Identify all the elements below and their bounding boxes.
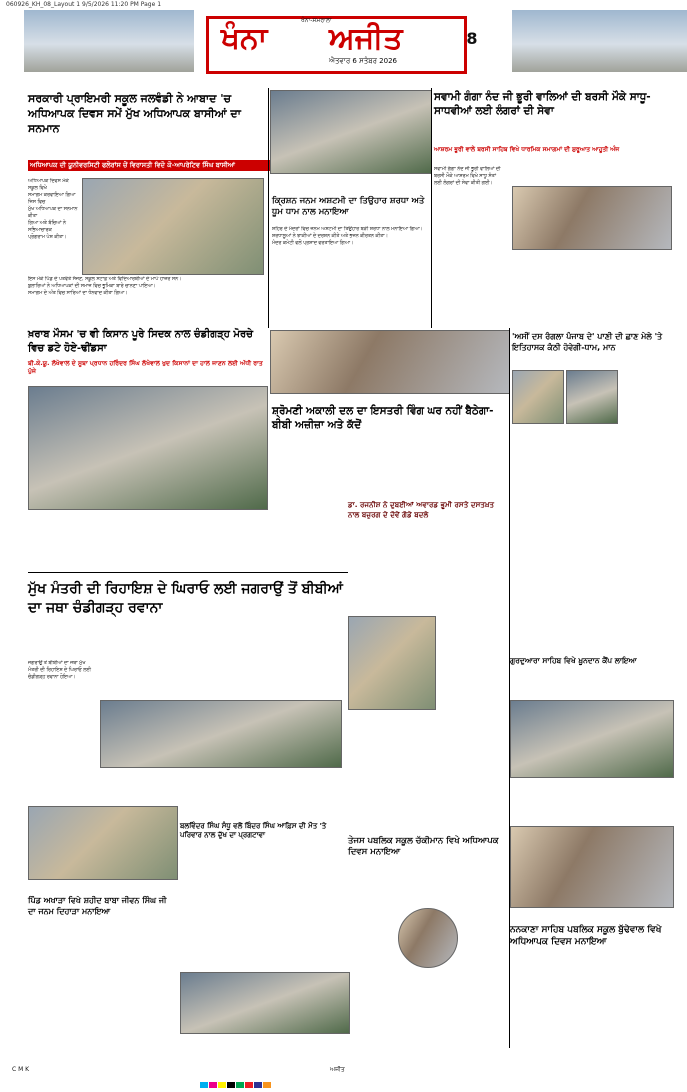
photo-condolence-group bbox=[180, 972, 350, 1034]
article-body-bottom: ਇਸ ਮੌਕੇ ਪਿੰਡ ਦੇ ਪਤਵੰਤੇ ਸੱਜਣ, ਸਕੂਲ ਸਟਾਫ਼ ਅਤੇ ਵਿਦਿਆਰਥੀਆਂ ਦੇ ਮਾਪੇ ਹਾਜ਼ਰ ਸਨ। ਬੁਲਾਰਿਆਂ ਨੇ ਅਧਿਆਪਕਾਂ ਦੀ ਸਮਾਜ ਵਿਚ ਭੂਮਿਕਾ ਬਾਰੇ ਚਾਨਣਾ ਪਾਇਆ। ਸਮਾਗਮ ਦੇ ਅੰਤ ਵਿਚ ਸਾਰਿਆਂ ਦਾ ਧੰਨਵਾਦ ਕੀਤਾ ਗਿਆ। bbox=[28, 277, 182, 296]
photo-portrait-2 bbox=[566, 370, 618, 424]
file-info-line: 060926_KH_08_Layout 1 9/5/2026 11:20 PM Page 1 bbox=[6, 1, 162, 8]
logo-title: ਅਜੀਤ bbox=[329, 21, 403, 56]
headline-janmashtami: ਕ੍ਰਿਸ਼ਨ ਜਨਮ ਅਸ਼ਟਮੀ ਦਾ ਤਿਉਹਾਰ ਸ਼ਰਧਾ ਅਤੇ ਧੂਮ ਧਾਮ ਨਾਲ ਮਨਾਇਆ bbox=[272, 196, 425, 218]
headline-farmers-morcha: ਖ਼ਰਾਬ ਮੌਸਮ 'ਚ ਵੀ ਕਿਸਾਨ ਪੂਰੇ ਸਿਦਕ ਨਾਲ ਚੰਡੀਗੜ੍ਹ ਮੋਰਚੇ ਵਿਚ ਡਟੇ ਹੋਏ-ਢੀਂਡਸਾ bbox=[28, 329, 253, 354]
registration-color-bar bbox=[200, 1073, 272, 1081]
color-swatch bbox=[245, 1082, 253, 1088]
color-swatch bbox=[218, 1082, 226, 1088]
subhead-swami-barsi: ਆਸ਼ਰਮ ਭੂਰੀ ਵਾਲੇ ਬਰਸੀ ਸਾਹਿਬ ਵਿਖੇ ਧਾਰਮਿਕ ਸਮਾਗਮਾਂ ਦੀ ਸ਼ੁਰੂਆਤ ਆਹੂਤੀ ਅੰਜ bbox=[434, 146, 620, 153]
masthead-photo-right bbox=[512, 10, 687, 72]
color-swatch bbox=[200, 1082, 208, 1088]
article-body-barsi: ਸਵਾਮੀ ਗੰਗਾ ਨੰਦ ਜੀ ਭੂਰੀ ਵਾਲਿਆਂ ਦੀ ਬਰਸੀ ਮੌਕੇ ਆਸ਼ਰਮ ਵਿਖੇ ਸਾਧੂ ਸੰਤਾਂ ਲਈ ਲੰਗਰਾਂ ਦੀ ਸੇਵਾ ਕੀਤੀ ਗਈ। bbox=[434, 167, 501, 186]
column-rule bbox=[431, 88, 432, 328]
photo-nankana-school bbox=[510, 826, 674, 908]
column-rule bbox=[268, 88, 269, 328]
column-rule bbox=[509, 328, 510, 1048]
article-body-janmashtami: ਸ਼ਹਿਰ ਦੇ ਮੰਦਰਾਂ ਵਿਚ ਜਨਮ ਅਸ਼ਟਮੀ ਦਾ ਤਿਉਹਾਰ ਬੜੀ ਸ਼ਰਧਾ ਨਾਲ ਮਨਾਇਆ ਗਿਆ। ਸ਼ਰਧਾਲੂਆਂ ਨੇ ਝਾਕੀਆਂ ਦੇ ਦਰਸ਼ਨ ਕੀਤੇ ਅਤੇ ਭਜਨ ਕੀਰਤਨ ਕੀਤਾ। ਮੰਦਰ ਕਮੇਟੀ ਵਲੋਂ ਪ੍ਰਸ਼ਾਦ ਵਰਤਾਇਆ ਗਿਆ। bbox=[272, 227, 423, 246]
headline-knee-replacement: ਡਾ. ਰਜਨੀਸ਼ ਨੇ ਦੁਬਈਆਂ ਅਵਾਰਡ ਭੂਮੀ ਰਸਤੇ ਦਸਤਖ਼ਤ ਨਾਲ ਬਜ਼ੁਰਗ ਦੇ ਦੋਵੇਂ ਗੋਡੇ ਬਦਲੇ bbox=[348, 500, 495, 519]
masthead bbox=[0, 10, 687, 72]
photo-teachers-honour bbox=[82, 178, 264, 275]
headline-akali-women-wing: ਸ਼੍ਰੋਮਣੀ ਅਕਾਲੀ ਦਲ ਦਾ ਇਸਤਰੀ ਵਿੰਗ ਘਰ ਨਹੀਂ ਬੈਠੇਗਾ-ਬੀਬੀ ਅਜ਼ੀਜ਼ਾ ਅਤੇ ਕੱਦੋਂ bbox=[272, 405, 494, 432]
headline-blood-donation: ਗੁਰਦੁਆਰਾ ਸਾਹਿਬ ਵਿਖੇ ਖ਼ੂਨਦਾਨ ਕੈਂਪ ਲਾਇਆ bbox=[510, 656, 637, 665]
color-swatch bbox=[254, 1082, 262, 1088]
footer-center-mark: ਅਜੀਤ bbox=[330, 1066, 345, 1073]
headline-rangla-punjab: 'ਅਸੀਂ ਦਸ ਰੰਗਲਾ ਪੰਜਾਬ ਦੇ' ਪਾਣੀ ਦੀ ਛਾਣ ਮੇਲੇ 'ਤੇ ਇਤਿਹਾਸਕ ਕੰਠੀ ਹੋਵੇਗੀ-ਧਾਮ, ਮਾਨ bbox=[512, 332, 663, 352]
photo-teacher-portrait bbox=[398, 908, 458, 968]
subhead-farmers-morcha: ਬੀ.ਕੇ.ਯੂ. ਲੱਖੋਵਾਲ ਦੇ ਸੂਬਾ ਪ੍ਰਧਾਨ ਹਰਿੰਦਰ ਸਿੰਘ ਲੱਖੋਵਾਲ ਖੁਦ ਕਿਸਾਨਾਂ ਦਾ ਹਾਲ ਜਾਣਨ ਲਈ ਅੱਧੀ ਰਾਤ ਪੁੱਜੇ bbox=[28, 360, 263, 375]
newspaper-logo bbox=[206, 16, 467, 74]
headline-nankana-school: ਨਨਕਾਣਾ ਸਾਹਿਬ ਪਬਲਿਕ ਸਕੂਲ ਬੁੱਢੇਵਾਲ ਵਿਖੇ ਅਧਿਆਪਕ ਦਿਵਸ ਮਨਾਇਆ bbox=[510, 925, 662, 948]
photo-farmers-morcha bbox=[28, 386, 268, 510]
section-rule bbox=[28, 572, 348, 573]
color-swatch bbox=[263, 1082, 271, 1088]
color-swatch bbox=[227, 1082, 235, 1088]
masthead-photo-left bbox=[24, 10, 194, 72]
article-body-col: ਅਧਿਆਪਕ ਦਿਵਸ ਮੌਕੇ ਸਕੂਲ ਵਿਖੇ ਸਮਾਗਮ ਕਰਵਾਇਆ ਗਿਆ ਜਿਸ ਵਿਚ ਮੁੱਖ ਅਧਿਆਪਕ ਦਾ ਸਨਮਾਨ ਕੀਤਾ ਗਿਆ ਅਤੇ ਬੱਚਿਆਂ ਨੇ ਸਭਿਆਚਾਰਕ ਪ੍ਰੋਗਰਾਮ ਪੇਸ਼ ਕੀਤਾ। bbox=[28, 179, 78, 240]
photo-akhara-village bbox=[28, 806, 178, 880]
footer-color-code: C M K bbox=[12, 1066, 30, 1073]
section-kicker: ਖੰਨਾ-ਸਮਰਾਲਾ bbox=[301, 17, 332, 24]
photo-akali-women-wing bbox=[270, 330, 510, 394]
logo-city: ਖੰਨਾ bbox=[221, 21, 268, 56]
headline-baba-jiwan-singh: ਪਿੰਡ ਅਖਾੜਾ ਵਿਖੇ ਸ਼ਹੀਦ ਬਾਬਾ ਜੀਵਨ ਸਿੰਘ ਜੀ ਦਾ ਜਨਮ ਦਿਹਾੜਾ ਮਨਾਇਆ bbox=[28, 896, 167, 916]
photo-portrait-1 bbox=[512, 370, 564, 424]
headline-teachers-day-jalwandi: ਸਰਕਾਰੀ ਪ੍ਰਾਇਮਰੀ ਸਕੂਲ ਜਲਵੰਡੀ ਨੇ ਆਬਾਦ 'ਚ ਅਧਿਆਪਕ ਦਿਵਸ ਸਮੇਂ ਮੁੱਖ ਅਧਿਆਪਕ ਬਾਸੀਆਂ ਦਾ ਸਨਮਾਨ bbox=[28, 92, 241, 135]
color-swatch bbox=[209, 1082, 217, 1088]
photo-doctor-patient bbox=[348, 616, 436, 710]
headline-swami-barsi: ਸਵਾਮੀ ਗੰਗਾ ਨੰਦ ਜੀ ਭੂਰੀ ਵਾਲਿਆਂ ਦੀ ਬਰਸੀ ਮੌਕੇ ਸਾਧੂ-ਸਾਧਵੀਆਂ ਲਈ ਲੰਗਰਾਂ ਦੀ ਸੇਵਾ bbox=[434, 91, 651, 118]
subhead-teachers-day: ਅਧਿਆਪਕ ਦੀ ਯੂਨੀਵਰਸਿਟੀ ਫਲੋਰਾਂਸ ਚੋਂ ਵਿਰਾਸਤੀ ਵਿਦੋ ਕੋ-ਆਪਰੇਟਿਵ ਸਿੰਘ ਬਾਸੀਆਂ bbox=[28, 160, 272, 171]
article-body-women-march: ਜਗਰਾਉਂ ਤੋਂ ਬੀਬੀਆਂ ਦਾ ਜਥਾ ਮੁੱਖ ਮੰਤਰੀ ਦੀ ਰਿਹਾਇਸ਼ ਦੇ ਘਿਰਾਓ ਲਈ ਚੰਡੀਗੜ੍ਹ ਰਵਾਨਾ ਹੋਇਆ। bbox=[28, 661, 91, 680]
headline-tejas-school: ਤੇਜਸ ਪਬਲਿਕ ਸਕੂਲ ਚੱਕੀਮਾਨ ਵਿਖੇ ਅਧਿਆਪਕ ਦਿਵਸ ਮਨਾਇਆ bbox=[348, 836, 499, 858]
page-number: 8 bbox=[466, 29, 478, 48]
headline-balwinder-condolence: ਬਲਵਿੰਦਰ ਸਿੰਘ ਸੰਧੂ ਵਲੋਂ ਬਿੰਦਰ ਸਿੰਘ ਆਫ਼ਿਸ ਦੀ ਮੌਤ 'ਤੇ ਪਰਿਵਾਰ ਨਾਲ ਦੁੱਖ ਦਾ ਪ੍ਰਗਟਾਵਾ bbox=[180, 822, 327, 840]
color-swatch bbox=[236, 1082, 244, 1088]
photo-janmashtami-group bbox=[270, 90, 432, 174]
issue-date: ਐਤਵਾਰ 6 ਸਤੰਬਰ 2026 bbox=[329, 57, 397, 65]
photo-sadhu-langar bbox=[512, 186, 672, 250]
photo-blood-donation bbox=[510, 700, 674, 778]
headline-women-march-chandigarh: ਮੁੱਖ ਮੰਤਰੀ ਦੀ ਰਿਹਾਇਸ਼ ਦੇ ਘਿਰਾਓ ਲਈ ਜਗਰਾਉਂ ਤੋਂ ਬੀਬੀਆਂ ਦਾ ਜਥਾ ਚੰਡੀਗੜ੍ਹ ਰਵਾਨਾ bbox=[28, 581, 343, 616]
photo-women-jatha bbox=[100, 700, 342, 768]
